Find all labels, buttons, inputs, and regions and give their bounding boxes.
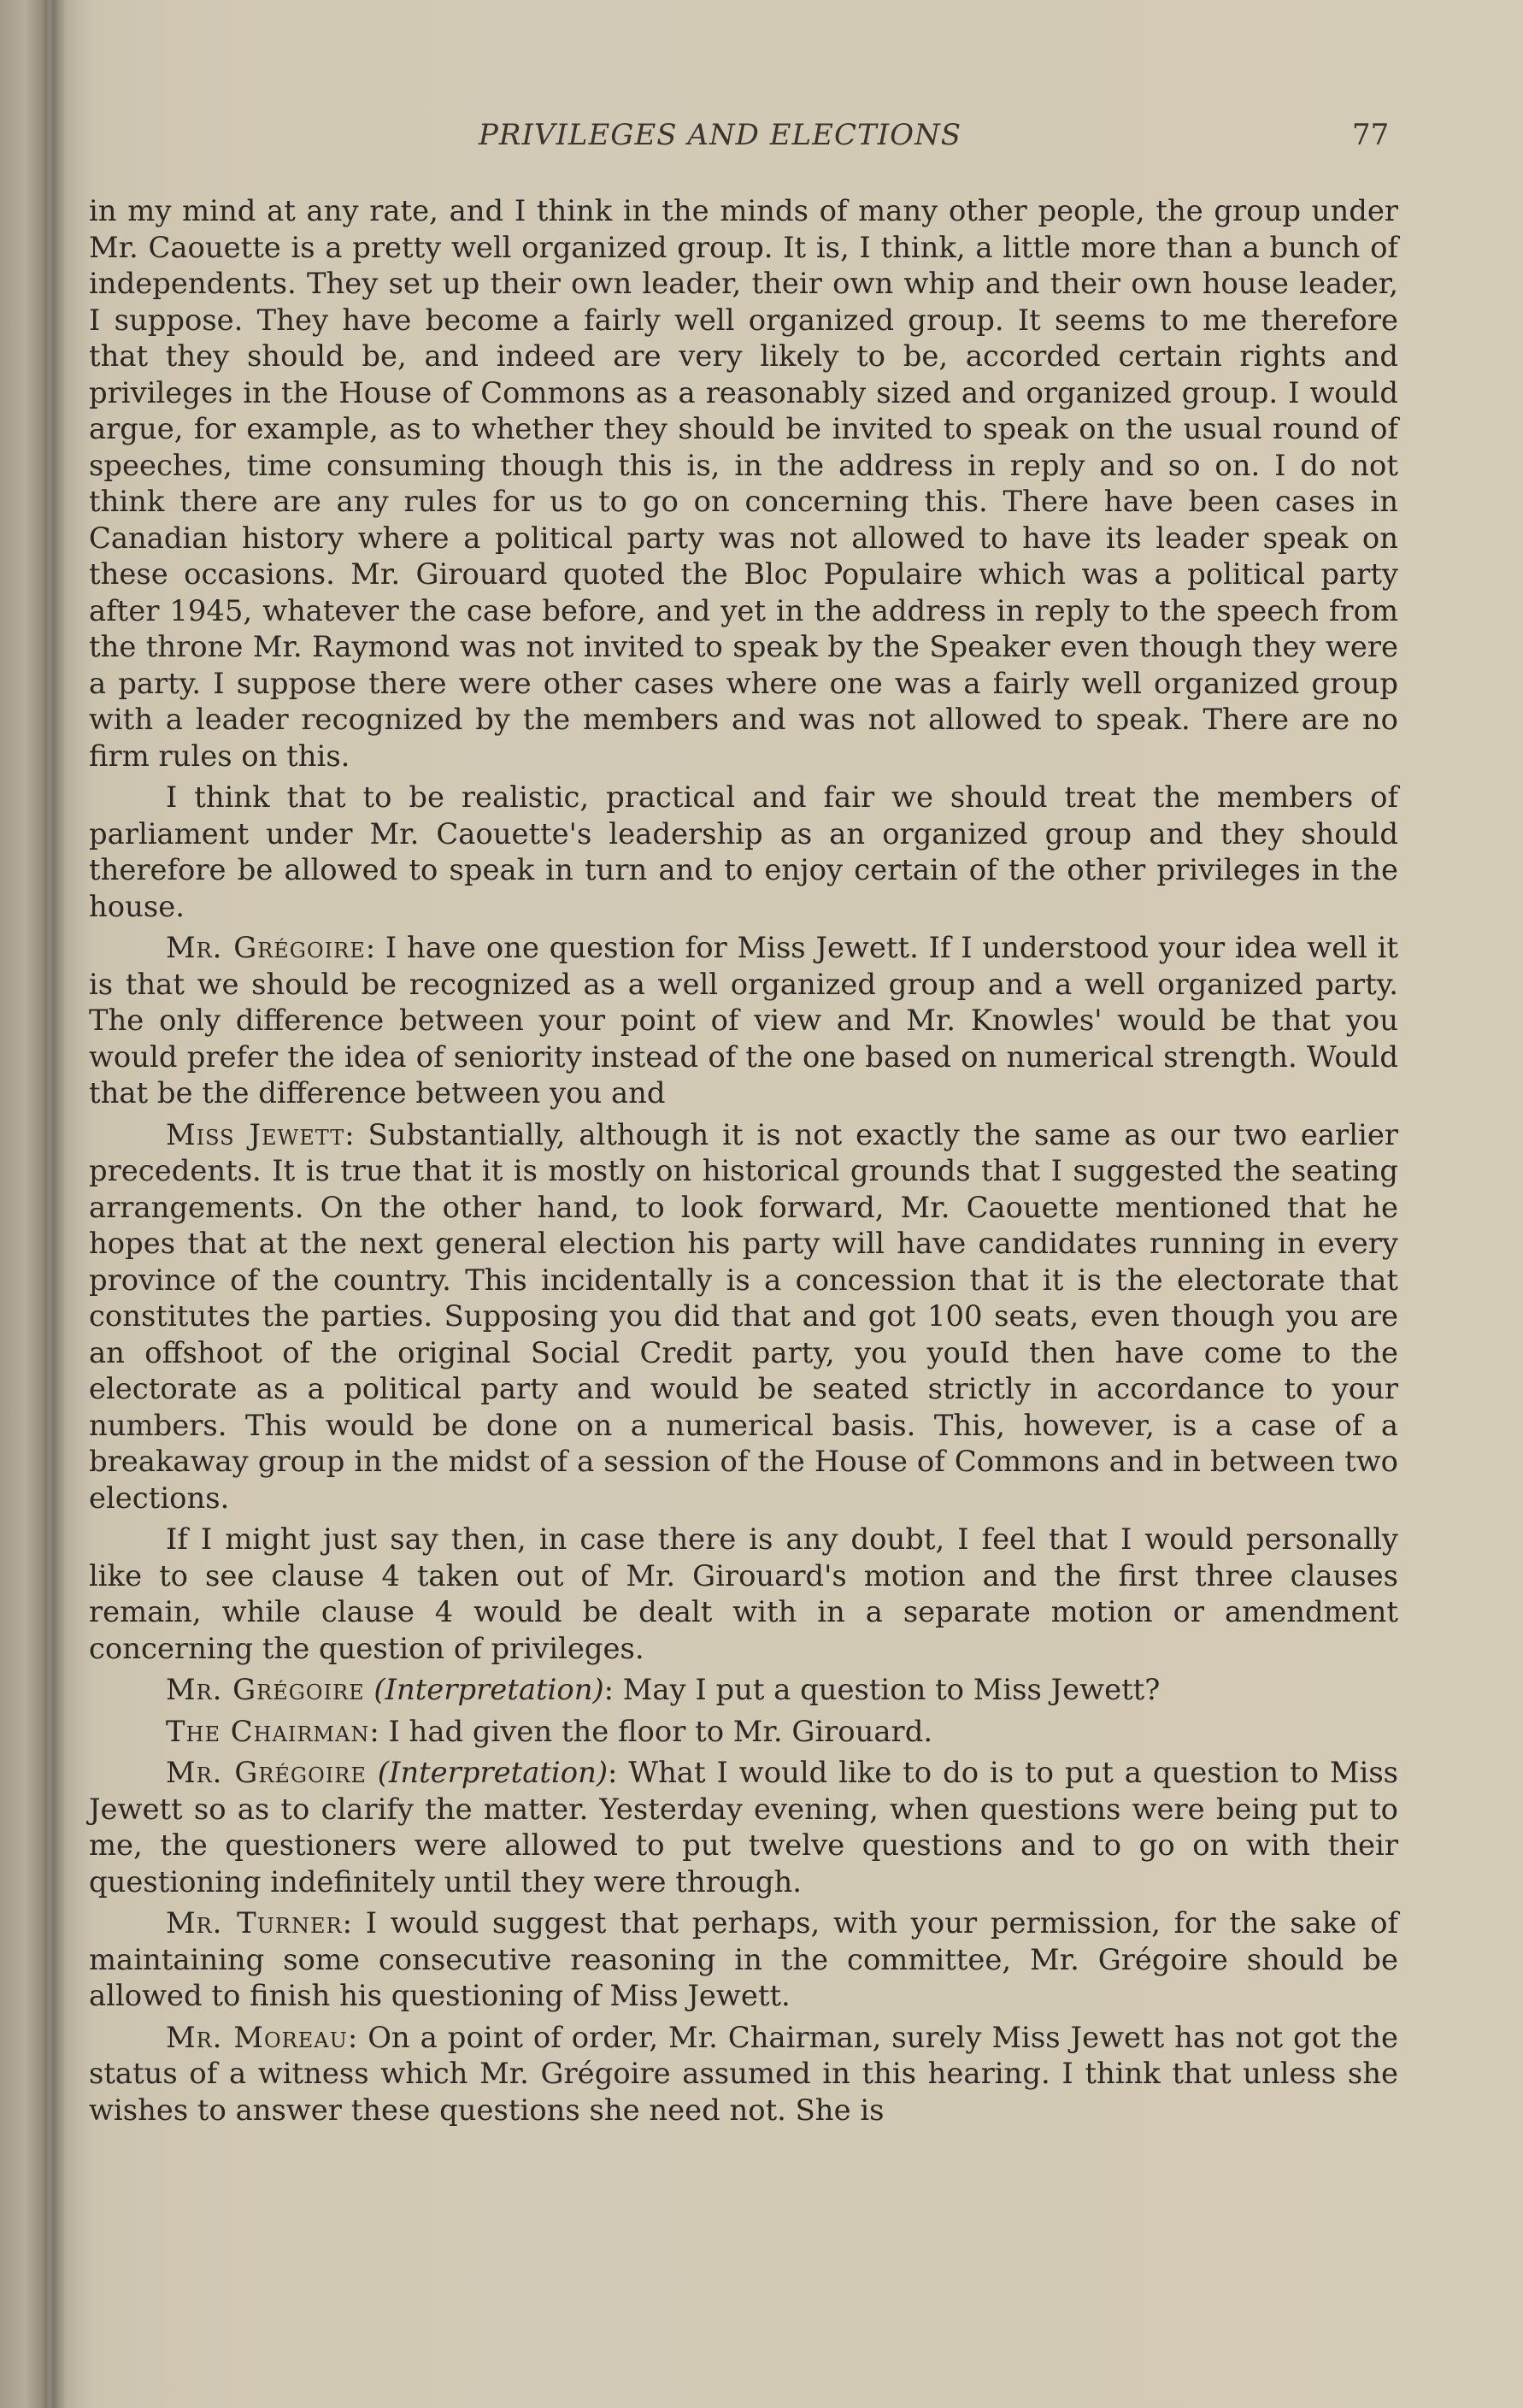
running-head-title: PRIVILEGES AND ELECTIONS (479, 118, 961, 152)
paragraph-text: in my mind at any rate, and I think in the minds of many other people, the group under Mr. Caouette is a pretty well organized group. It is, I think, a little more than a bunch of independents. They set up their own leader, their own whip and their own house leader, I suppose. They have become a fairly well organized group. It seems to me therefore that they should be, and indeed are very likely to be, accorded certain rights and privileges in the House of Commons as a reasonably sized and organized group. I would argue, for example, as to whether they should be invited to speak on the usual round of speeches, time consuming though this is, in the address in reply and so on. I do not think there are any rules for us to go on concerning this. There have been cases in Canadian history where a political party was not allowed to have its leader speak on these occasions. Mr. Girouard quoted the Bloc Populaire which was a political party after 1945, whatever the case before, and yet in the address in reply to the speech from the throne Mr. Raymond was not invited to speak by the Speaker even though they were a party. I suppose there were other cases where one was a fairly well organized group with a leader recognized by the members and was not allowed to speak. There are no firm rules on this. (89, 194, 1398, 773)
page-number: 77 (1352, 118, 1390, 152)
speaker-note: (Interpretation) (366, 1756, 609, 1789)
paragraph-text: : I had given the floor to Mr. Girouard. (369, 1714, 933, 1748)
paragraph-8 (89, 1755, 1398, 1900)
paragraph-text: If I might just say then, in case there is any doubt, I feel that I would personally like to see clause 4 taken out of Mr. Girouard's motion and the first three clauses remain, while clause 4 would be dealt with in a separate motion or amendment concerning the question of privileges. (89, 1522, 1398, 1665)
speaker-name: Mr. Turner (166, 1906, 343, 1940)
paragraph-2 (89, 780, 1398, 925)
book-spine-shadow (44, 0, 55, 2408)
paragraph-5 (89, 1522, 1398, 1667)
speaker-name: Mr. Grégoire (166, 1673, 365, 1706)
speaker-name: Mr. Grégoire (166, 931, 366, 964)
paragraph-10 (89, 2020, 1398, 2129)
speaker-name: Miss Jewett (166, 1117, 345, 1151)
paragraph-text: I think that to be realistic, practical and fair we should treat the members of parliament under Mr. Caouette's leadership as an organized group and they should therefore be allowed to speak in turn and to enjoy certain of the other privileges in the house. (89, 780, 1398, 923)
paragraph-text: : On a point of order, Mr. Chairman, surely Miss Jewett has not got the status of a witness which Mr. Grégoire assumed in this hearing. I think that unless she wishes to answer these questions she need not. She is (89, 2020, 1398, 2127)
paragraph-4 (89, 1117, 1398, 1517)
paragraph-text: : I would suggest that perhaps, with your permission, for the sake of maintaining some consecutive reasoning in the committee, Mr. Grégoire should be allowed to finish his questioning of Miss Jewett. (89, 1906, 1398, 2012)
paragraph-9 (89, 1905, 1398, 2015)
speaker-name: Mr. Moreau (166, 2020, 348, 2054)
speaker-name: The Chairman (166, 1714, 370, 1748)
paragraph-text: : Substantially, although it is not exactly the same as our two earlier precedents. It is true that it is mostly on historical grounds that I suggested the seating arrangements. On the other hand, to look forward, Mr. Caouette mentioned that he hopes that at the next general election his party will have candidates running in every province of the country. This incidentally is a concession that it is the electorate that constitutes the parties. Supposing you did that and got 100 seats, even though you are an offshoot of the original Social Credit party, you youId then have come to the electorate as a political party and would be seated strictly in accordance to your numbers. This would be done on a numerical basis. This, however, is a case of a breakaway group in the midst of a session of the House of Commons and in between two elections. (89, 1117, 1398, 1515)
paragraph-text: : I have one question for Miss Jewett. If I understood your idea well it is that we should be recognized as a well organized group and a well organized party. The only difference between your point of view and Mr. Knowles' would be that you would prefer the idea of seniority instead of the one based on numerical strength. Would that be the difference between you and (89, 931, 1399, 1110)
speaker-name: Mr. Grégoire (166, 1756, 367, 1789)
speaker-note: (Interpretation) (364, 1673, 604, 1706)
paragraph-text: : May I put a question to Miss Jewett? (603, 1673, 1161, 1706)
paragraph-7 (89, 1714, 1398, 1751)
paragraph-3 (89, 930, 1398, 1112)
body-text (89, 193, 1398, 2132)
paragraph-6 (89, 1672, 1398, 1709)
paragraph-text: : What I would like to do is to put a question to Miss Jewett so as to clarify the matter. Yesterday evening, when questions were being put to me, the questioners were allowed to put twelve questions and to go on with their questioning indefinitely until they were through. (89, 1756, 1399, 1899)
paragraph-1 (89, 193, 1398, 774)
